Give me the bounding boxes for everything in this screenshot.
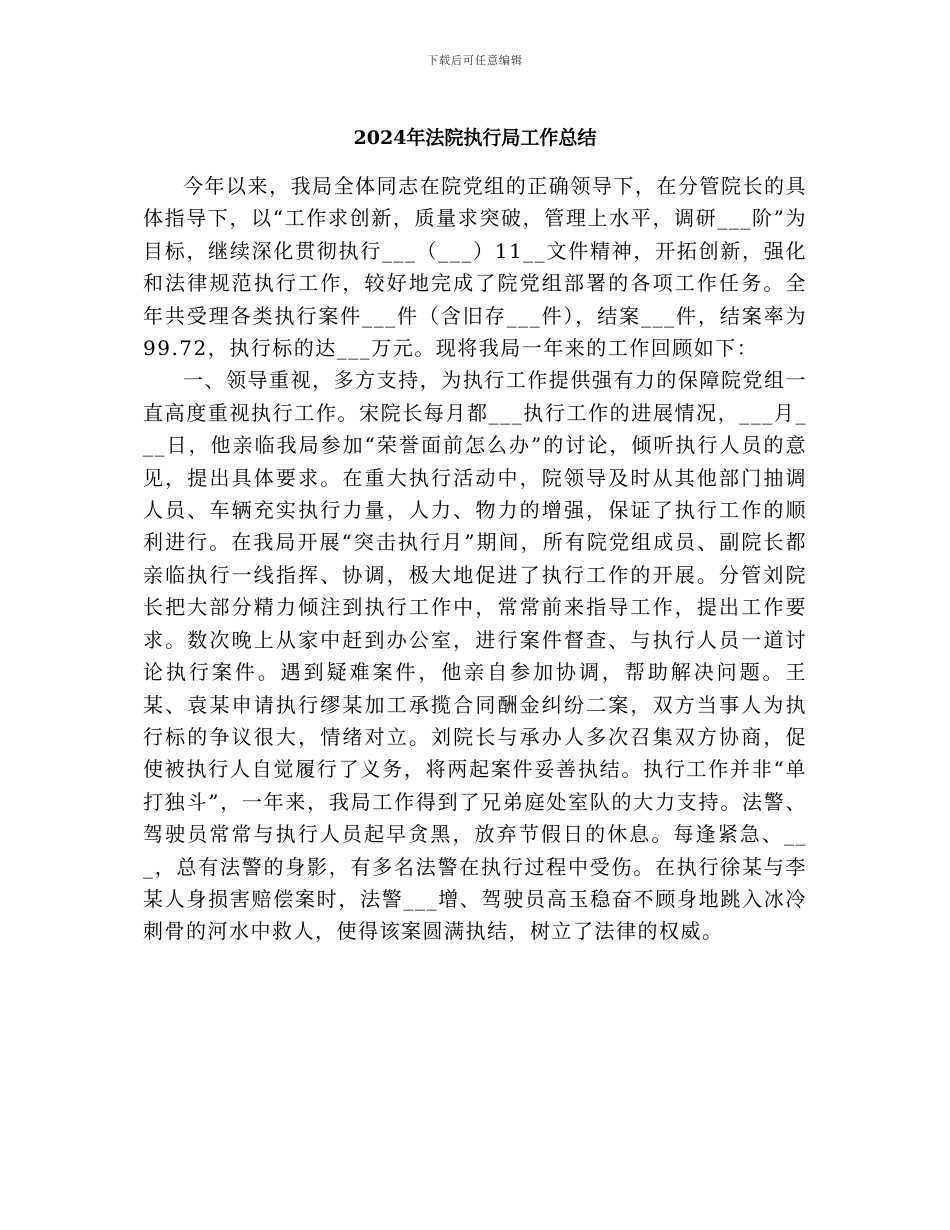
document-body xyxy=(143,170,807,948)
page-header-note: 下载后可任意编辑 xyxy=(427,54,523,67)
paragraph-section-one: 一、领导重视，多方支持，为执行工作提供强有力的保障院党组一直高度重视执行工作。宋院长每月都___执行工作的进展情况，___月___日，他亲临我局参加“荣誉面前怎么办”的讨论，倾听执行人员的意见，提出具体要求。在重大执行活动中，院领导及时从其他部门抽调人员、车辆充实执行力量，人力、物力的增强，保证了执行工作的顺利进行。在我局开展“突击执行月”期间，所有院党组成员、副院长都亲临执行一线指挥、协调，极大地促进了执行工作的开展。分管刘院长把大部分精力倾注到执行工作中，常常前来指导工作，提出工作要求。数次晚上从家中赶到办公室，进行案件督查、与执行人员一道讨论执行案件。遇到疑难案件，他亲自参加协调，帮助解决问题。王某、袁某申请执行缪某加工承揽合同酬金纠纷二案，双方当事人为执行标的争议很大，情绪对立。刘院长与承办人多次召集双方协商，促使被执行人自觉履行了义务，将两起案件妥善执结。执行工作并非“单打独斗”，一年来，我局工作得到了兄弟庭处室队的大力支持。法警、驾驶员常常与执行人员起早贪黑，放弃节假日的休息。每逢紧急、___，总有法警的身影，有多名法警在执行过程中受伤。在执行徐某与李某人身损害赔偿案时，法警___增、驾驶员高玉稳奋不顾身地跳入冰冷刺骨的河水中救人，使得该案圆满执结，树立了法律的权威。 xyxy=(143,368,807,944)
document-title: 2024年法院执行局工作总结 xyxy=(353,127,597,149)
paragraph-intro: 今年以来，我局全体同志在院党组的正确领导下，在分管院长的具体指导下，以“工作求创新，质量求突破，管理上水平，调研___阶”为目标，继续深化贯彻执行___（___）11__文件精神，开拓创新，强化和法律规范执行工作，较好地完成了院党组部署的各项工作任务。全年共受理各类执行案件___件（含旧存___件），结案___件，结案率为99.72，执行标的达___万元。现将我局一年来的工作回顾如下： xyxy=(143,174,807,361)
